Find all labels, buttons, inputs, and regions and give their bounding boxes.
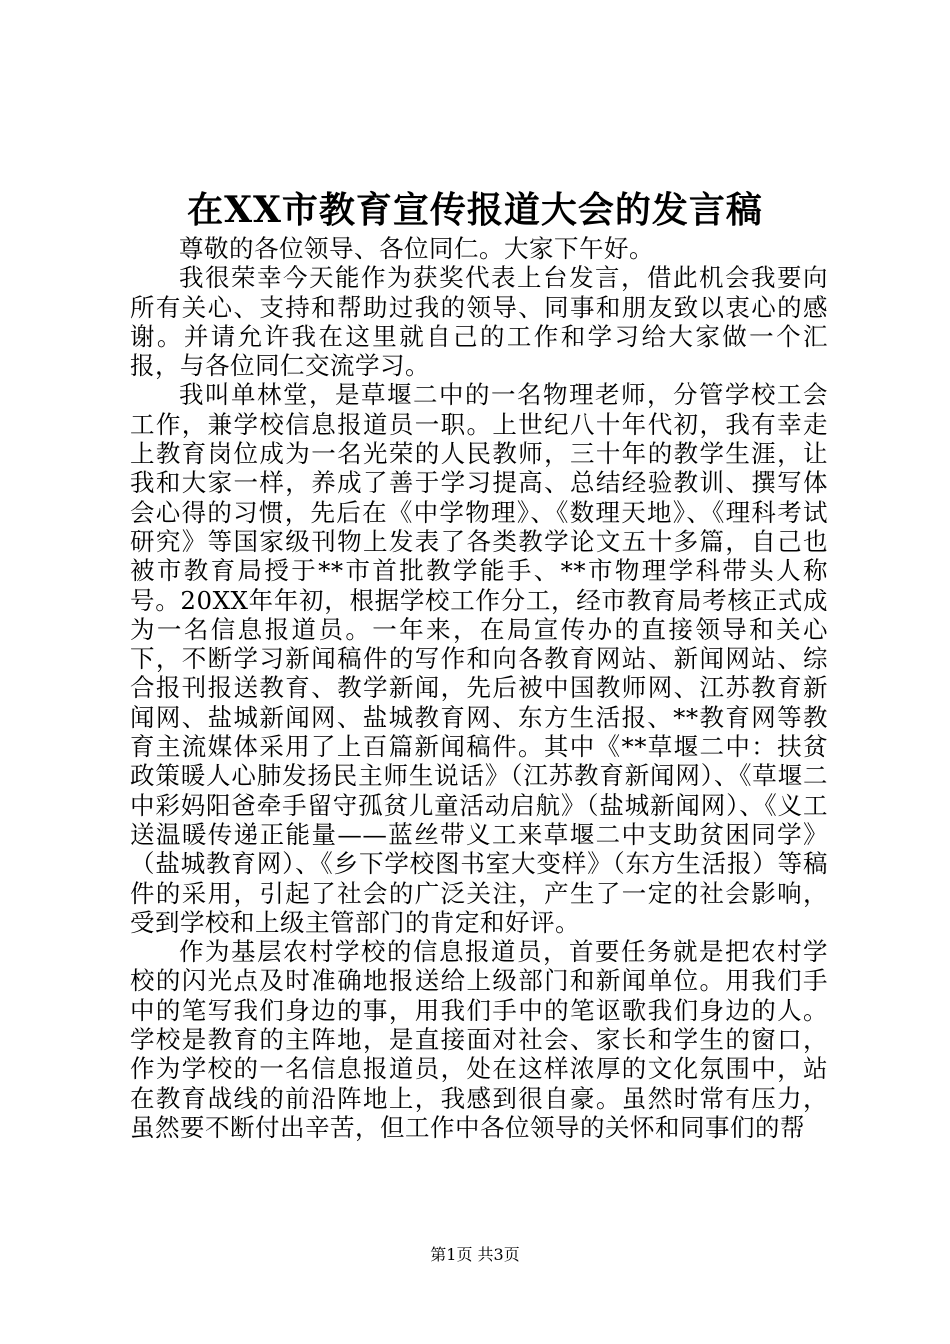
- paragraph-thanks: 我很荣幸今天能作为获奖代表上台发言，借此机会我要向所有关心、支持和帮助过我的领导、同事和朋友致以衷心的感谢。并请允许我在这里就自己的工作和学习给大家做一个汇报，与各位同仁交流学习。: [130, 263, 828, 381]
- document-title: 在XX市教育宣传报道大会的发言稿: [187, 189, 763, 231]
- paragraph-greeting: 尊敬的各位领导、各位同仁。大家下午好。: [179, 234, 654, 263]
- page-footer: 第1页 共3页: [430, 1245, 520, 1264]
- document-body: [130, 234, 828, 1142]
- paragraph-duties: 作为基层农村学校的信息报道员，首要任务就是把农村学校的闪光点及时准确地报送给上级部门和新闻单位。用我们手中的笔写我们身边的事，用我们手中的笔讴歌我们身边的人。学校是教育的主阵地，是直接面对社会、家长和学生的窗口，作为学校的一名信息报道员，处在这样浓厚的文化氛围中，站在教育战线的前沿阵地上，我感到很自豪。虽然时常有压力，虽然要不断付出辛苦，但工作中各位领导的关怀和同事们的帮: [130, 937, 828, 1142]
- paragraph-introduction: 我叫单林堂，是草堰二中的一名物理老师，分管学校工会工作，兼学校信息报道员一职。上世纪八十年代初，我有幸走上教育岗位成为一名光荣的人民教师，三十年的教学生涯，让我和大家一样，养成了善于学习提高、总结经验教训、撰写体会心得的习惯，先后在《中学物理》、《数理天地》、《理科考试研究》等国家级刊物上发表了各类教学论文五十多篇，自己也被市教育局授于**市首批教学能手、**市物理学科带头人称号。20XX年年初，根据学校工作分工，经市教育局考核正式成为一名信息报道员。一年来，在局宣传办的直接领导和关心下，不断学习新闻稿件的写作和向各教育网站、新闻网站、综合报刊报送教育、教学新闻，先后被中国教师网、江苏教育新闻网、盐城新闻网、盐城教育网、东方生活报、**教育网等教育主流媒体采用了上百篇新闻稿件。其中《**草堰二中：扶贫政策暖人心肺发扬民主师生说话》（江苏教育新闻网）、《草堰二中彩妈阳爸牵手留守孤贫儿童活动启航》（盐城新闻网）、《义工送温暖传递正能量——蓝丝带义工来草堰二中支助贫困同学》（盐城教育网）、《乡下学校图书室大变样》（东方生活报）等稿件的采用，引起了社会的广泛关注，产生了一定的社会影响，受到学校和上级主管部门的肯定和好评。: [130, 380, 828, 937]
